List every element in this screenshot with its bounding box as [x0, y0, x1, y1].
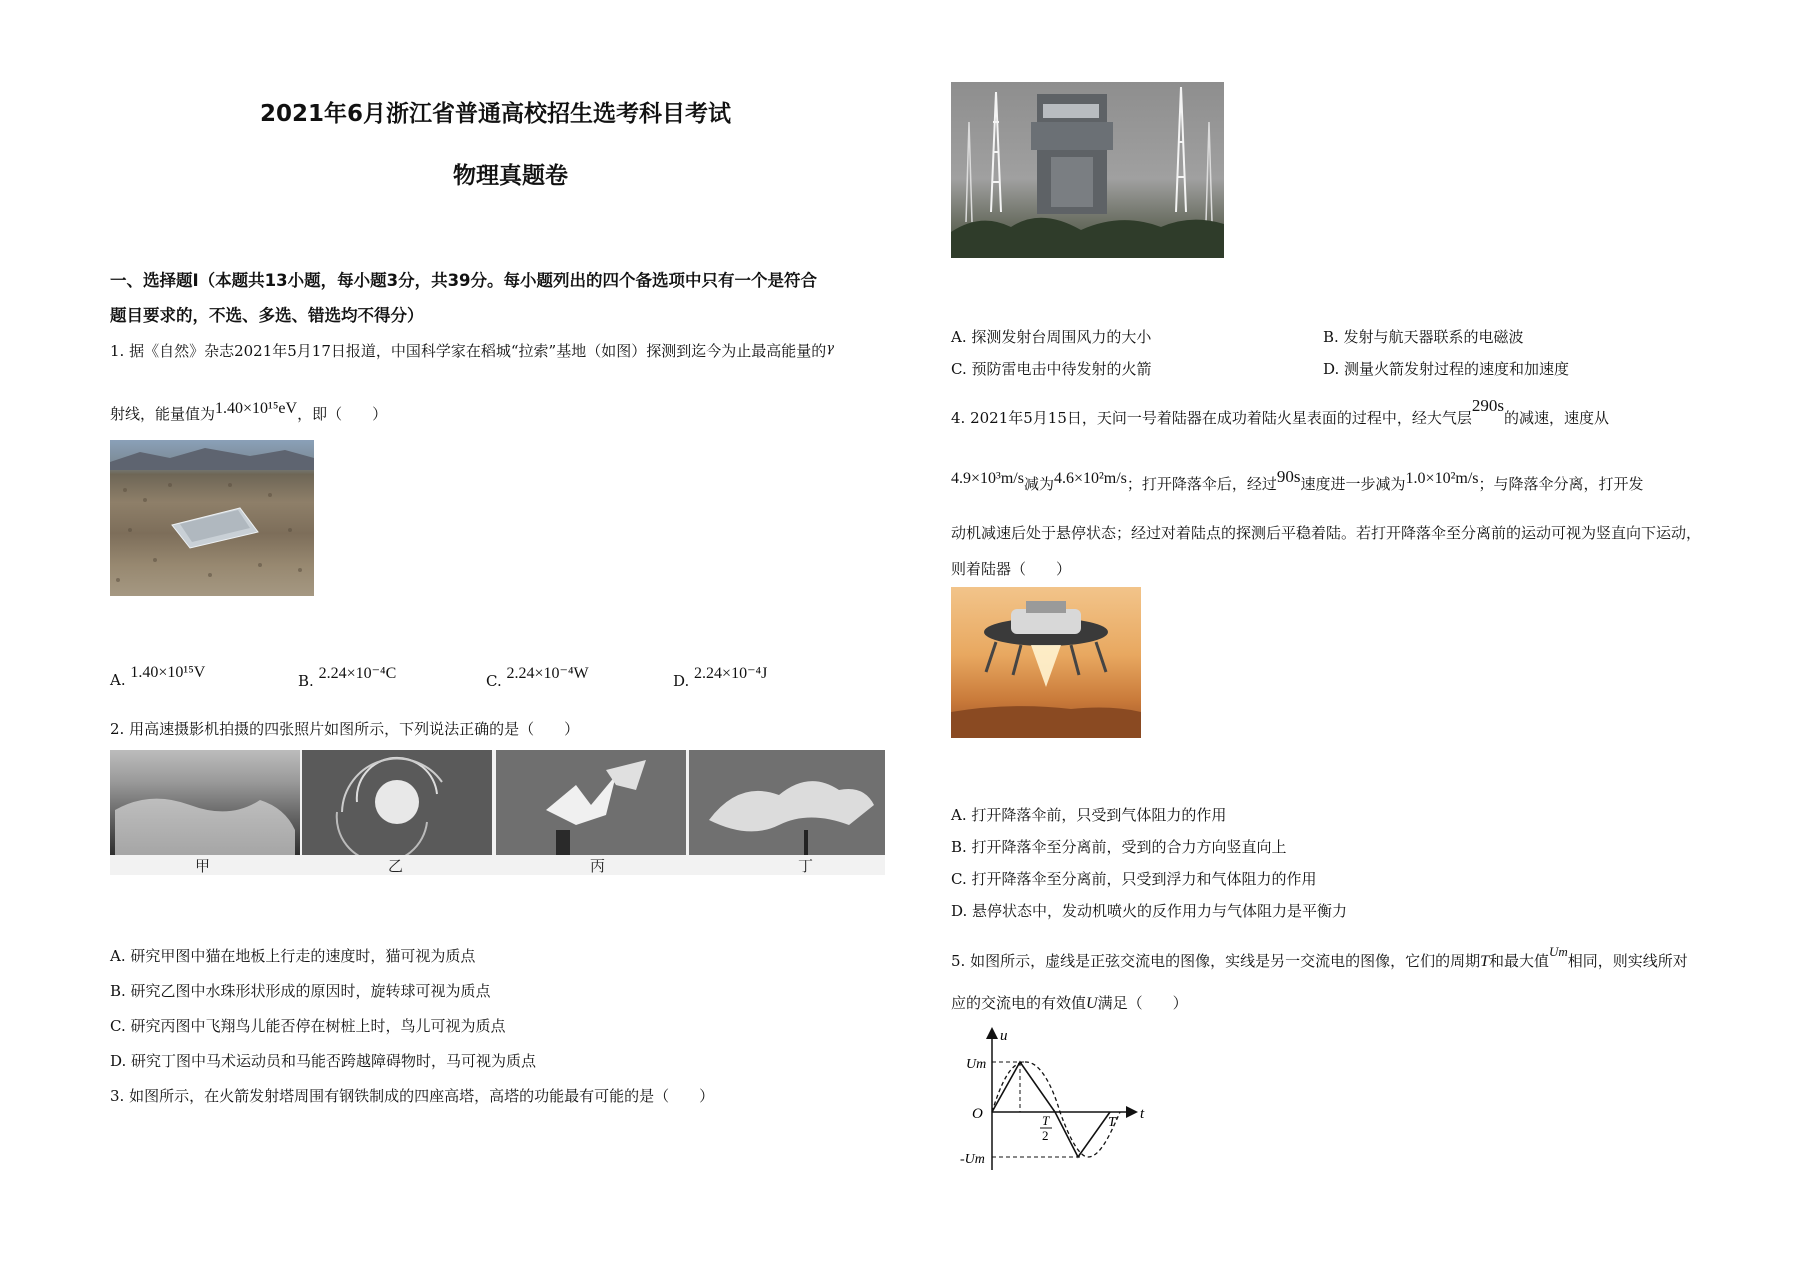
half-period-denominator: 2 — [1042, 1128, 1049, 1143]
photo-label-yi: 乙 — [388, 857, 404, 875]
q5-T: T — [1480, 953, 1489, 970]
q3-option-b[interactable]: B. 发射与航天器联系的电磁波 — [1323, 328, 1524, 346]
page-title: 2021年6月浙江省普通高校招生选考科目考试 — [260, 101, 732, 127]
q2-stem: 2. 用高速摄影机拍摄的四张照片如图所示，下列说法正确的是（ ） — [110, 720, 580, 738]
q5-line1-b: 和最大值 — [1489, 952, 1550, 970]
q4-time2: 90s — [1276, 467, 1301, 486]
q1-option-d[interactable] — [673, 663, 767, 690]
q2-option-a[interactable]: A. 研究甲图中猫在地板上行走的速度时，猫可视为质点 — [110, 947, 476, 965]
lhaaso-base-drawing — [110, 440, 314, 596]
section-heading-line2: 题目要求的，不选、多选、错选均不得分） — [110, 306, 424, 325]
q2-option-d[interactable]: D. 研究丁图中马术运动员和马能否跨越障碍物时，马可视为质点 — [110, 1052, 537, 1070]
period-label: T — [1108, 1115, 1116, 1130]
q1-line2 — [110, 400, 387, 424]
q3-stem: 3. 如图所示，在火箭发射塔周围有钢铁制成的四座高塔，高塔的功能最有可能的是（ ） — [110, 1087, 715, 1105]
q4-v3: 1.0×10²m/s — [1405, 470, 1479, 487]
q1-option-b[interactable] — [298, 663, 396, 690]
neg-um-label: -Um — [960, 1152, 985, 1167]
photo-label-ding: 丁 — [798, 857, 814, 875]
q3-option-c[interactable]: C. 预防雷电击中待发射的火箭 — [951, 360, 1152, 378]
q1-option-c[interactable] — [486, 663, 589, 690]
q1-option-d-label: D. — [673, 672, 690, 690]
photo-bing-bird — [496, 750, 686, 855]
q5-line1-a: 5. 如图所示，虚线是正弦交流电的图像，实线是另一交流电的图像，它们的周期 — [951, 952, 1481, 970]
q5-line2-a: 应的交流电的有效值 — [951, 994, 1087, 1012]
q1-energy: 1.40×10¹⁵eV — [215, 400, 298, 417]
q4-line4: 则着陆器（ ） — [951, 560, 1072, 578]
q2-option-c[interactable]: C. 研究丙图中飞翔鸟儿能否停在树桩上时，鸟儿可视为质点 — [110, 1017, 506, 1035]
q4-line2-c: 速度进一步减为 — [1300, 475, 1406, 493]
q4-line1-a: 4. 2021年5月15日，天问一号着陆器在成功着陆火星表面的过程中，经大气层 — [951, 409, 1472, 427]
q1-option-b-value: 2.24×10⁻⁴C — [318, 665, 397, 682]
q4-v2: 4.6×10²m/s — [1053, 470, 1127, 487]
q3-option-a[interactable]: A. 探测发射台周围风力的大小 — [951, 328, 1152, 346]
q1-option-c-value: 2.24×10⁻⁴W — [506, 665, 589, 682]
um-label: Um — [966, 1057, 987, 1072]
q4-line1-b: 的减速，速度从 — [1504, 409, 1610, 427]
triangle-wave-solid — [992, 1062, 1110, 1157]
q4-v1: 4.9×10³m/s — [951, 470, 1024, 487]
q5-U: U — [1086, 995, 1098, 1012]
photo-yi-water-ball — [302, 750, 492, 855]
q4-option-a[interactable]: A. 打开降落伞前，只受到气体阻力的作用 — [951, 806, 1227, 824]
q4-option-c[interactable]: C. 打开降落伞至分离前，只受到浮力和气体阻力的作用 — [951, 870, 1317, 888]
q4-option-d[interactable]: D. 悬停状态中，发动机喷火的反作用力与气体阻力是平衡力 — [951, 902, 1348, 920]
q4-line1 — [951, 396, 1609, 428]
u-axis-label: u — [1000, 1028, 1008, 1044]
q5-line2-b: 满足（ ） — [1097, 994, 1188, 1012]
q5-line1-c: 相同，则实线所对 — [1567, 952, 1688, 970]
section-heading — [110, 263, 930, 333]
q5-line1 — [951, 944, 1688, 971]
q3-option-d[interactable]: D. 测量火箭发射过程的速度和加速度 — [1323, 360, 1570, 378]
q1-option-d-value: 2.24×10⁻⁴J — [694, 665, 768, 682]
q4-line2-b: ；打开降落伞后，经过 — [1126, 475, 1277, 493]
q1-option-c-label: C. — [486, 672, 502, 690]
q2-option-b[interactable]: B. 研究乙图中水珠形状形成的原因时，旋转球可视为质点 — [110, 982, 491, 1000]
q5-line2 — [951, 992, 1188, 1013]
q1-line2-b: ，即（ ） — [297, 405, 388, 423]
high-speed-photo-strip — [110, 750, 885, 875]
section-heading-line1: 一、选择题Ⅰ（本题共13小题，每小题3分，共39分。每小题列出的四个备选项中只有一个是符合 — [110, 271, 818, 290]
half-period-numerator: T — [1042, 1113, 1050, 1128]
q4-line2-d: ；与降落伞分离，打开发 — [1478, 475, 1644, 493]
photo-label-jia: 甲 — [195, 857, 211, 875]
q4-option-b[interactable]: B. 打开降落伞至分离前，受到的合力方向竖直向上 — [951, 838, 1287, 856]
q1-stem: 1. 据《自然》杂志2021年5月17日报道，中国科学家在稻城“拉索”基地（如图）探测到迄今为止最高能量的 — [110, 342, 827, 360]
q4-line3: 动机减速后处于悬停状态；经过对着陆点的探测后平稳着陆。若打开降落伞至分离前的运动可视为竖直向下运动， — [951, 524, 1702, 542]
q1-option-b-label: B. — [298, 672, 314, 690]
q1-line2-a: 射线，能量值为 — [110, 405, 216, 423]
q1-option-a-label: A. — [110, 671, 126, 689]
t-axis-label: t — [1140, 1106, 1145, 1122]
q1-gamma: γ — [826, 341, 835, 356]
page-subtitle: 物理真题卷 — [453, 163, 568, 189]
lhaaso-base-photo — [110, 440, 314, 596]
q4-line2 — [951, 467, 1644, 494]
photo-jia-cat — [110, 750, 300, 855]
mars-lander-photo — [951, 587, 1141, 738]
ac-waveform-graph — [960, 1025, 1160, 1175]
photo-label-bing: 丙 — [590, 857, 606, 875]
q1-option-a-value: 1.40×10¹⁵V — [130, 664, 206, 681]
launch-tower-photo — [951, 82, 1224, 258]
q1-line1 — [110, 340, 834, 361]
q4-time1: 290s — [1471, 396, 1505, 415]
photo-ding-horse — [689, 750, 885, 855]
q1-option-a[interactable] — [110, 663, 205, 689]
q5-Um: Um — [1549, 944, 1568, 959]
origin-label: O — [972, 1106, 983, 1122]
q4-line2-a: 减为 — [1023, 475, 1054, 493]
